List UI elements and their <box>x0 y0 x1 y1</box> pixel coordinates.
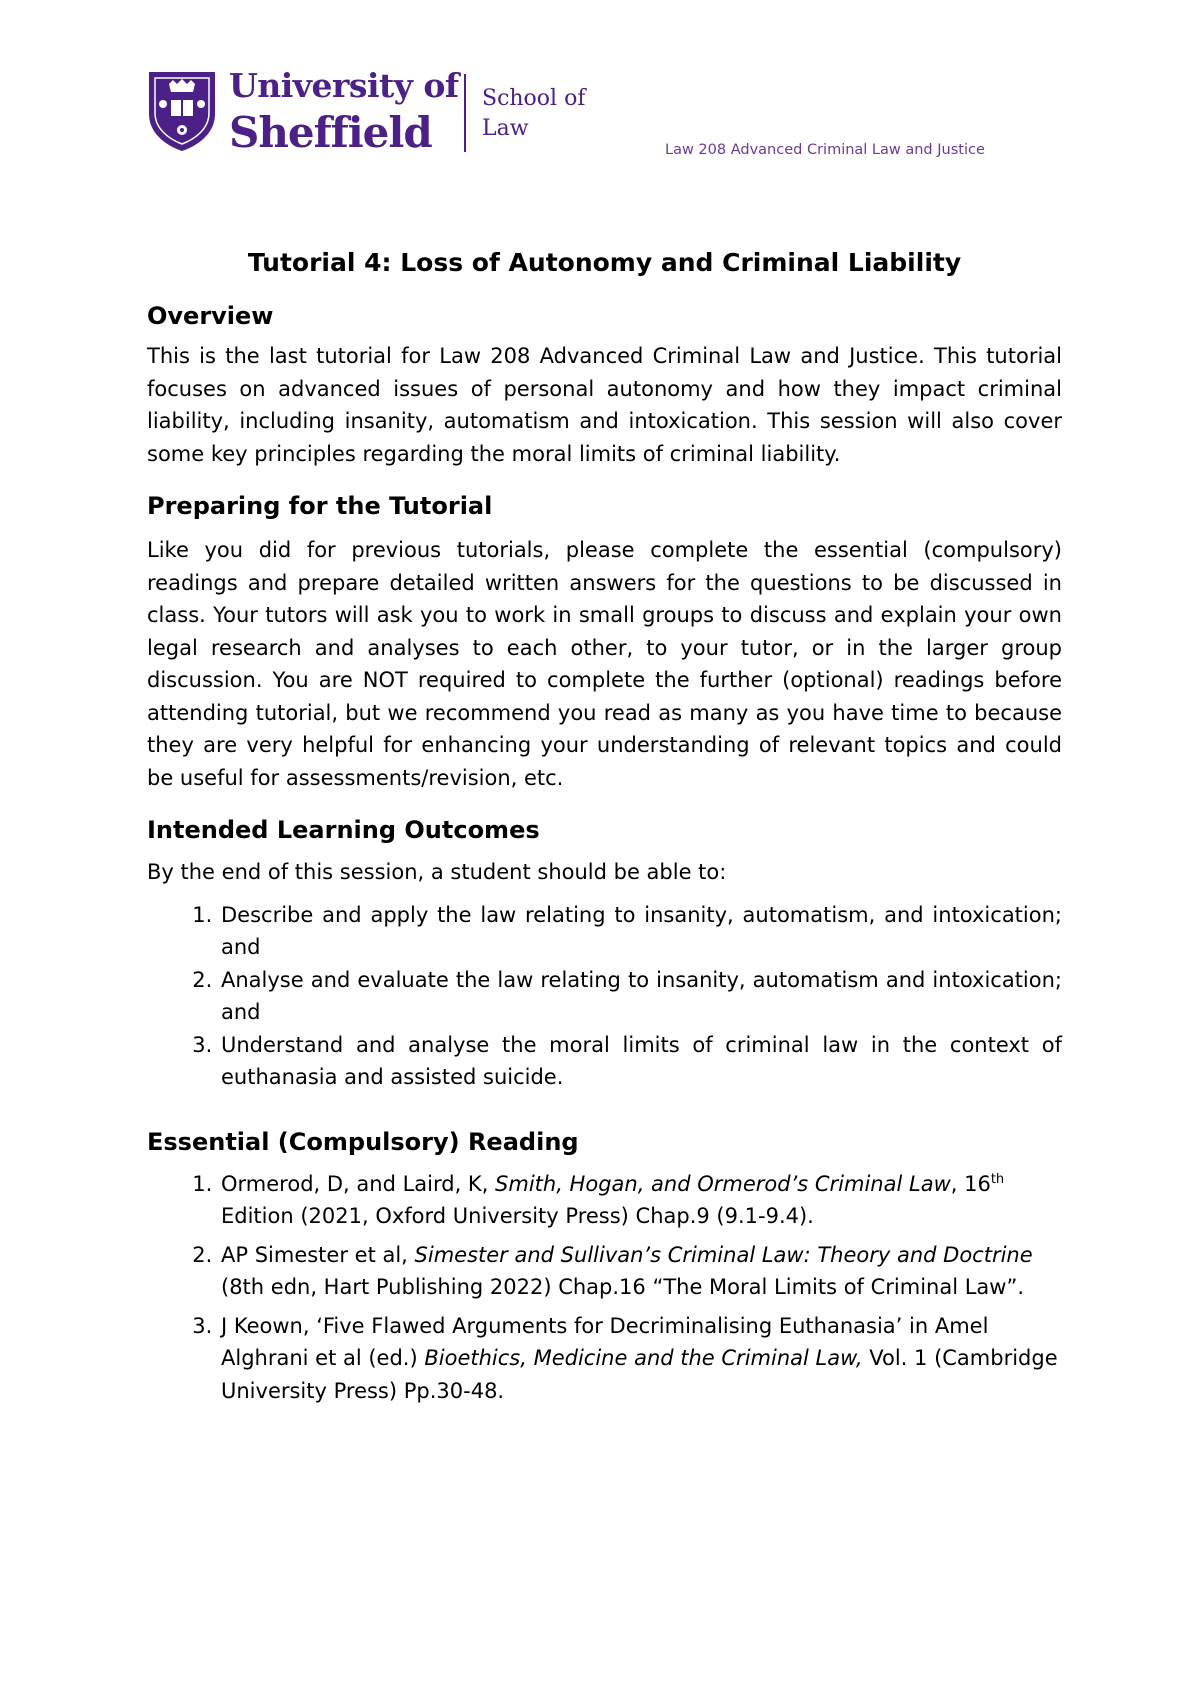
preparing-heading: Preparing for the Tutorial <box>147 492 493 520</box>
outcomes-heading: Intended Learning Outcomes <box>147 816 540 844</box>
reading-edition: , 16 <box>950 1171 991 1196</box>
school-name-line2: Law <box>482 116 529 141</box>
reading-details: (8th edn, Hart Publishing 2022) Chap.16 “The Moral Limits of Criminal Law”. <box>221 1275 1025 1299</box>
reading-item <box>219 1239 1062 1304</box>
reading-item <box>219 1168 1062 1233</box>
university-name-line1: University of <box>229 66 459 105</box>
school-name-line1: School of <box>482 86 586 111</box>
essential-reading-list <box>147 1168 1062 1408</box>
list-item: 1. Describe and apply the law relating to insanity, automatism, and intoxication; and <box>219 899 1062 964</box>
reading-title: Smith, Hogan, and Ormerod’s Criminal Law <box>495 1171 951 1196</box>
university-name-line2: Sheffield <box>229 108 432 157</box>
outcomes-list <box>147 899 1062 1094</box>
reading-details: Vol. 1 (Cambridge University Press) Pp.30-48. <box>221 1346 1058 1403</box>
reading-authors: Ormerod, D, and Laird, K, <box>221 1171 496 1196</box>
logo-divider <box>464 74 466 152</box>
page-title: Tutorial 4: Loss of Autonomy and Criminal Liability <box>247 248 962 277</box>
overview-heading: Overview <box>147 302 274 330</box>
reading-authors: J Keown, ‘Five Flawed Arguments for Decriminalising Euthanasia’ in Amel Alghrani et al (ed.) <box>221 1313 989 1370</box>
header-course-name: Law 208 Advanced Criminal Law and Justice <box>665 142 985 158</box>
list-item: 3. Understand and analyse the moral limits of criminal law in the context of euthanasia and assisted suicide. <box>219 1029 1062 1094</box>
list-item: 2. Analyse and evaluate the law relating to insanity, automatism and intoxication; and <box>219 964 1062 1029</box>
document-body <box>147 240 1062 1413</box>
essential-reading-heading: Essential (Compulsory) Reading <box>147 1127 579 1156</box>
reading-title: Simester and Sullivan’s Criminal Law: Theory and Doctrine <box>414 1242 1033 1267</box>
reading-details: Edition (2021, Oxford University Press) Chap.9 (9.1-9.4). <box>221 1204 814 1228</box>
crest-icon <box>147 70 217 152</box>
outcomes-intro: By the end of this session, a student should be able to: <box>147 860 727 884</box>
overview-text: This is the last tutorial for Law 208 Advanced Criminal Law and Justice. This tutorial focuses on advanced issues of personal autonomy and how they impact criminal liability, including insanity, automatism and intoxication. This session will also cover some key principles regarding the moral limits of criminal liability. <box>147 344 1062 466</box>
reading-item <box>219 1310 1062 1408</box>
reading-authors: AP Simester et al, <box>221 1242 415 1267</box>
ordinal-suffix: th <box>990 1171 1005 1187</box>
preparing-text: Like you did for previous tutorials, please complete the essential (compulsory) readings and prepare detailed written answers for the questions to be discussed in class. Your tutors will ask you to work in small groups to discuss and explain your own legal research and analyses to each other, to your tutor, or in the larger group discussion. You are NOT required to complete the further (optional) readings before attending tutorial, but we recommend you read as many as you have time to because they are very helpful for enhancing your understanding of relevant topics and could be useful for assessments/revision, etc. <box>147 538 1062 790</box>
university-logo <box>147 66 597 160</box>
reading-title: Bioethics, Medicine and the Criminal Law, <box>424 1346 863 1370</box>
